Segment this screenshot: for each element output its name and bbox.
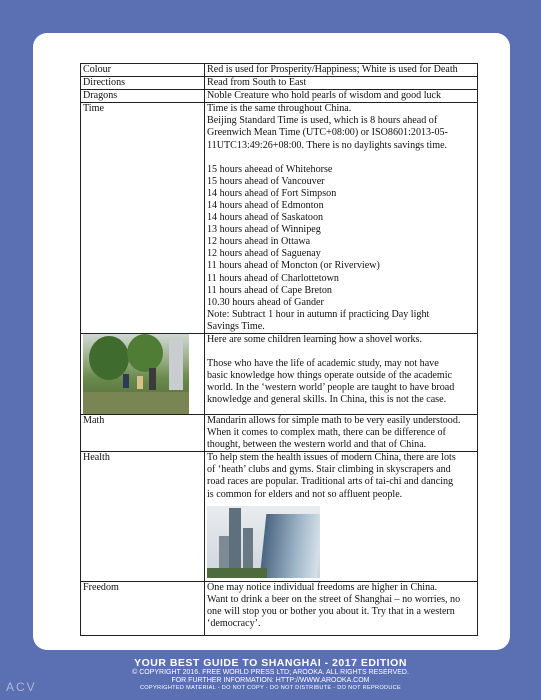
health-line: is common for elders and not so affluent people. bbox=[207, 488, 403, 500]
table-row bbox=[81, 90, 478, 103]
table-row bbox=[81, 581, 478, 635]
freedom-line: One may notice individual freedoms are higher in China. bbox=[207, 581, 438, 593]
time-offset-line: 15 hours aheead of Whitehorse bbox=[207, 163, 333, 175]
math-line: When it comes to complex math, there can be difference of bbox=[207, 427, 446, 439]
row-text-colour: Red is used for Prosperity/Happiness; White is used for Death bbox=[205, 64, 478, 77]
row-text-time bbox=[205, 103, 478, 334]
freedom-line: ‘democracy’. bbox=[207, 617, 261, 629]
row-label-directions: Directions bbox=[81, 77, 205, 90]
page-footer bbox=[0, 657, 541, 692]
health-line: road races are popular. Traditional arts of tai-chi and dancing bbox=[207, 476, 454, 488]
academic-line: Those who have the life of academic study, may not have bbox=[207, 358, 439, 370]
footer-warning: COPYRIGHTED MATERIAL - DO NOT COPY - DO NOT DISTRIBUTE - DO NOT REPRODUCE bbox=[139, 685, 402, 691]
time-offset-line: 12 hours ahead of Saguenay bbox=[207, 248, 321, 260]
table-row bbox=[81, 77, 478, 90]
time-offset-line: 14 hours ahead of Fort Simpson bbox=[207, 187, 337, 199]
footer-title: YOUR BEST GUIDE TO SHANGHAI - 2017 EDITION bbox=[134, 657, 407, 669]
table-row bbox=[81, 414, 478, 451]
freedom-line: one will stop you or bother you about it. Try that in a western bbox=[207, 605, 455, 617]
health-line: of ‘heath’ clubs and gyms. Stair climbing in skyscrapers and bbox=[207, 464, 451, 476]
time-line: Time is the same throughout China. bbox=[207, 103, 352, 115]
spacer bbox=[207, 152, 475, 164]
table-row bbox=[81, 103, 478, 334]
time-offset-line: 10.30 hours ahead of Gander bbox=[207, 296, 324, 308]
row-text-freedom bbox=[205, 581, 478, 635]
health-line: To help stem the health issues of modern China, there are lots bbox=[207, 452, 456, 464]
time-offset-line: 14 hours ahead of Edmonton bbox=[207, 199, 324, 211]
time-line: Beijing Standard Time is used, which is 8 hours ahead of bbox=[207, 115, 438, 127]
table-row bbox=[81, 452, 478, 581]
row-label-time: Time bbox=[81, 103, 205, 334]
page-sheet bbox=[33, 33, 510, 650]
math-line: Mandarin allows for simple math to be very easily understood. bbox=[207, 414, 461, 426]
row-photo-cell bbox=[81, 333, 205, 414]
row-text-dragons: Noble Creature who hold pearls of wisdom and good luck bbox=[205, 90, 478, 103]
row-label-dragons: Dragons bbox=[81, 90, 205, 103]
row-text-health bbox=[205, 452, 478, 581]
time-note-line: Savings Time. bbox=[207, 320, 265, 332]
time-line: Greenwich Mean Time (UTC+08:00) or ISO8601:2013-05- bbox=[207, 127, 448, 139]
watermark: ACV bbox=[6, 680, 37, 694]
academic-line: basic knowledge how things operate outside of the academic bbox=[207, 370, 452, 382]
row-text-directions: Read from South to East bbox=[205, 77, 478, 90]
time-offset-line: 11 hours ahead of Cape Breton bbox=[207, 284, 332, 296]
academic-line: world. In the ‘western world’ people are taught to have broad bbox=[207, 382, 455, 394]
time-offset-line: 11 hours ahead of Moncton (or Riverview) bbox=[207, 260, 380, 272]
row-label-math: Math bbox=[81, 414, 205, 451]
children-shovel-photo bbox=[83, 334, 189, 414]
table-row bbox=[81, 64, 478, 77]
time-line: 11UTC13:49:26+08:00. There is no daylights savings time. bbox=[207, 139, 448, 151]
info-table bbox=[80, 63, 478, 636]
freedom-line: Want to drink a beer on the street of Shanghai – no worries, no bbox=[207, 593, 461, 605]
academic-line: Here are some children learning how a shovel works. bbox=[207, 333, 422, 345]
row-text-academic bbox=[205, 333, 478, 414]
spacer bbox=[207, 346, 475, 358]
table-row bbox=[81, 333, 478, 414]
time-offset-line: 11 hours ahead of Charlottetown bbox=[207, 272, 339, 284]
row-text-math bbox=[205, 414, 478, 451]
time-note-line: Note: Subtract 1 hour in autumn if practicing Day light bbox=[207, 308, 430, 320]
row-label-colour: Colour bbox=[81, 64, 205, 77]
row-label-freedom: Freedom bbox=[81, 581, 205, 635]
academic-line: knowledge and general skills. In China, this is not the case. bbox=[207, 394, 447, 406]
time-offset-line: 12 hours ahead in Ottawa bbox=[207, 236, 311, 248]
footer-copyright: © COPYRIGHT 2016. FREE WORLD PRESS LTD; AROOKA. ALL RIGHTS RESERVED. bbox=[132, 669, 409, 676]
time-offset-line: 14 hours ahead of Saskatoon bbox=[207, 212, 324, 224]
time-offset-line: 15 hours ahead of Vancouver bbox=[207, 175, 325, 187]
time-offset-line: 13 hours ahead of Winnipeg bbox=[207, 224, 321, 236]
row-label-health: Health bbox=[81, 452, 205, 581]
footer-info: FOR FURTHER INFORMATION: HTTP://WWW.AROOKA.COM bbox=[171, 677, 370, 684]
skyscraper-photo bbox=[207, 506, 320, 578]
math-line: thought, between the western world and that of China. bbox=[207, 439, 427, 451]
